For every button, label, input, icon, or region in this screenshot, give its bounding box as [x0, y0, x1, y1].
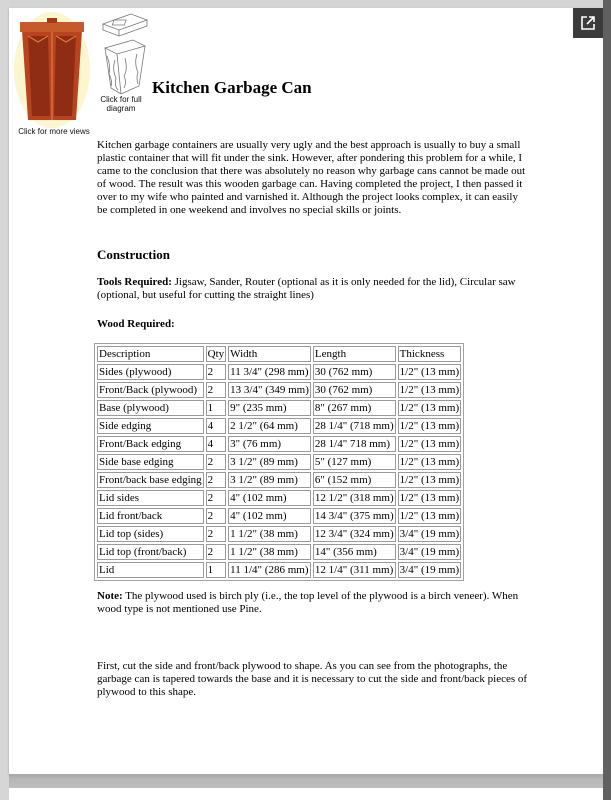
table-header-cell: Description	[97, 346, 204, 362]
table-cell: 14" (356 mm)	[313, 544, 396, 560]
table-cell: Side edging	[97, 418, 204, 434]
page-title: Kitchen Garbage Can	[152, 78, 312, 97]
table-cell: 3/4" (19 mm)	[399, 528, 460, 540]
viewer-top-strip	[9, 0, 603, 8]
table-cell: 1/2" (13 mm)	[399, 384, 460, 396]
table-cell: 1/2" (13 mm)	[399, 438, 460, 450]
tools-required-paragraph	[97, 276, 527, 302]
table-cell: 3/4" (19 mm)	[399, 564, 460, 576]
table-cell: 2	[206, 364, 227, 380]
table-row	[97, 490, 461, 506]
table-cell: Front/Back (plywood)	[97, 382, 204, 398]
table-cell: 28 1/4" 718 mm)	[313, 436, 396, 452]
table-cell: 3 1/2" (89 mm)	[228, 472, 311, 488]
table-cell: 1/2" (13 mm)	[399, 492, 460, 504]
table-row	[97, 544, 461, 560]
document-page	[9, 8, 603, 774]
table-cell: 1 1/2" (38 mm)	[228, 544, 311, 560]
table-cell: 12 3/4" (324 mm)	[314, 528, 394, 540]
photo-caption[interactable]: Click for more views	[18, 127, 90, 136]
table-row	[97, 436, 461, 452]
table-cell: 13 3/4" (349 mm)	[230, 384, 309, 396]
table-cell: 2	[206, 544, 227, 560]
table-cell: 12 1/4" (311 mm)	[313, 562, 396, 578]
next-document-page	[9, 788, 603, 800]
table-cell: 1	[206, 400, 227, 416]
table-cell: 11 3/4" (298 mm)	[228, 364, 311, 380]
table-cell: 28 1/4" (718 mm)	[314, 420, 394, 432]
construction-heading: Construction	[97, 247, 170, 262]
table-cell: Front/Back edging	[97, 436, 204, 452]
table-cell: Front/back base edging	[99, 474, 202, 486]
table-row	[97, 400, 461, 416]
table-cell: 1/2" (13 mm)	[399, 402, 460, 414]
table-cell: 1/2" (13 mm)	[399, 420, 460, 432]
table-cell: 12 1/2" (318 mm)	[314, 492, 394, 504]
page-separator	[9, 774, 603, 788]
note-text: The plywood used is birch ply (i.e., the top level of the plywood is a birch veneer). When wood type is not mentioned use Pine.	[97, 590, 519, 615]
table-cell: 4" (102 mm)	[228, 490, 311, 506]
table-cell: 3" (76 mm)	[228, 436, 311, 452]
table-cell: 2	[206, 508, 227, 524]
wood-required-label: Wood Required:	[97, 318, 175, 330]
table-cell: Lid top (sides)	[97, 526, 204, 542]
table-row	[97, 472, 461, 488]
table-cell: 2 1/2" (64 mm)	[228, 418, 311, 434]
table-cell: Sides (plywood)	[97, 364, 204, 380]
table-row	[97, 562, 461, 578]
popout-button[interactable]	[573, 8, 603, 38]
viewer-left-gutter	[0, 0, 9, 800]
table-row	[97, 454, 461, 470]
garbage-can-photo[interactable]	[12, 8, 92, 128]
table-cell: 9" (235 mm)	[228, 400, 311, 416]
diagram-caption-line1: Click for full	[100, 95, 142, 104]
first-cut-paragraph: First, cut the side and front/back plywood to shape. As you can see from the photographs, the garbage can is tapered towards the base and it is necessary to cut the side and front/back pieces of plywood to this shape.	[97, 660, 528, 698]
table-cell: Base (plywood)	[97, 400, 204, 416]
wood-required-table	[94, 343, 464, 581]
table-cell: Side base edging	[97, 454, 204, 470]
table-cell: 4" (102 mm)	[228, 508, 311, 524]
table-header-cell: Length	[313, 346, 396, 362]
table-row	[97, 364, 461, 380]
table-cell: Lid	[97, 562, 204, 578]
table-cell: 2	[206, 382, 227, 398]
table-cell: 2	[206, 472, 227, 488]
table-cell: 1/2" (13 mm)	[399, 474, 460, 486]
table-cell: Lid top (front/back)	[97, 544, 204, 560]
table-cell: Lid sides	[97, 490, 204, 506]
table-header-cell: Qty	[207, 348, 225, 360]
table-header-row	[97, 346, 461, 362]
table-cell: 30 (762 mm)	[313, 382, 396, 398]
table-cell: 1/2" (13 mm)	[399, 366, 460, 378]
table-cell: 1/2" (13 mm)	[399, 456, 460, 468]
tools-required-label: Tools Required:	[97, 276, 172, 288]
table-cell: 1 1/2" (38 mm)	[228, 526, 311, 542]
garbage-can-diagram[interactable]	[99, 12, 149, 94]
table-cell: 1	[206, 562, 227, 578]
table-row	[97, 526, 461, 542]
table-cell: 1/2" (13 mm)	[399, 510, 460, 522]
table-row	[97, 508, 461, 524]
table-cell: 4	[206, 436, 227, 452]
table-header-cell: Thickness	[398, 346, 462, 362]
table-cell: 8" (267 mm)	[313, 400, 396, 416]
table-row	[97, 418, 461, 434]
table-cell: 3 1/2" (89 mm)	[228, 454, 311, 470]
scrollbar[interactable]	[603, 0, 611, 800]
table-cell: 3/4" (19 mm)	[399, 546, 460, 558]
table-row	[97, 382, 461, 398]
table-cell: 11 1/4" (286 mm)	[228, 562, 311, 578]
tools-required-text: Jigsaw, Sander, Router (optional as it is only needed for the lid), Circular saw (optional, but useful for cutting the straight lines)	[97, 276, 516, 301]
table-cell: 2	[206, 454, 227, 470]
table-cell: 6" (152 mm)	[313, 472, 396, 488]
table-header-cell: Width	[228, 346, 311, 362]
intro-paragraph: Kitchen garbage containers are usually very ugly and the best approach is usually to buy a small plastic container that will fit under the sink. However, after pondering this problem for a while, I came to the conclusion that there was absolutely no reason why garbage cans cannot be made out of wood. The result was this wooden garbage can. Having completed the project, I then passed it over to my wife who painted and varnished it. Although the project looks complex, it can easily be completed in one weekend and involves no special skills or joints.	[97, 139, 526, 216]
table-cell: 14 3/4" (375 mm)	[314, 510, 394, 522]
diagram-caption-line2: diagram	[106, 104, 136, 113]
table-cell: 2	[206, 490, 227, 506]
note-label: Note:	[97, 590, 123, 602]
open-in-new-window-icon	[580, 15, 596, 31]
table-cell: Lid front/back	[97, 508, 204, 524]
note-paragraph	[97, 590, 537, 616]
table-cell: 4	[206, 418, 227, 434]
table-cell: 2	[206, 526, 227, 542]
table-cell: 30 (762 mm)	[313, 364, 396, 380]
diagram-caption[interactable]	[93, 95, 149, 113]
table-cell: 5" (127 mm)	[313, 454, 396, 470]
